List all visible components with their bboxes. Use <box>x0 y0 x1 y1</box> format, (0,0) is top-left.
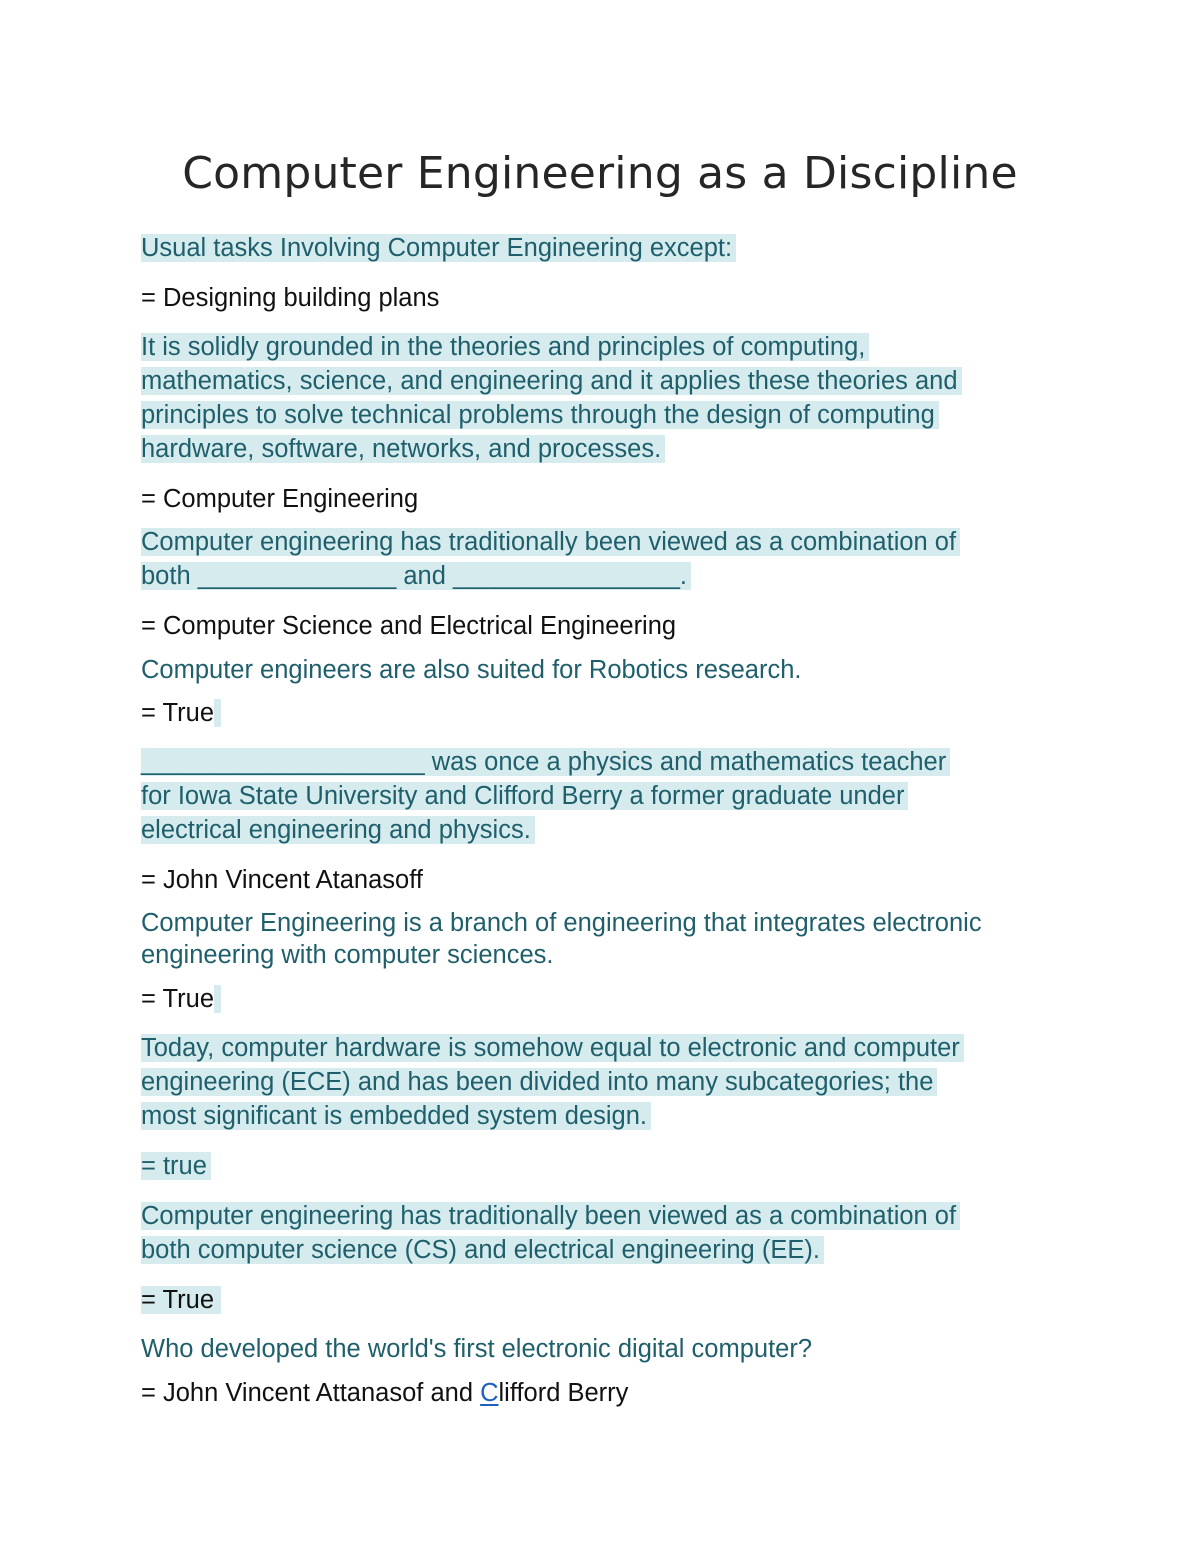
question-3-line-2: both ______________ and ________________. <box>141 562 691 590</box>
question-6-line-1: Computer Engineering is a branch of engineering that integrates electronic <box>141 909 982 937</box>
answer-4-text: = True <box>141 699 215 727</box>
answer-6 <box>141 982 221 1016</box>
answer-1 <box>141 281 439 315</box>
question-2-line-2: mathematics, science, and engineering and it applies these theories and <box>141 367 962 395</box>
question-5-line-3: electrical engineering and physics. <box>141 816 535 844</box>
question-9 <box>141 1332 812 1366</box>
question-4 <box>141 653 802 687</box>
question-6 <box>141 907 982 971</box>
question-1-line-1: Usual tasks Involving Computer Engineering except: <box>141 234 736 262</box>
question-8-line-2: both computer science (CS) and electrical engineering (EE). <box>141 1236 824 1264</box>
question-2-line-3: principles to solve technical problems through the design of computing <box>141 401 939 429</box>
answer-7 <box>141 1149 211 1183</box>
question-7 <box>141 1031 964 1133</box>
answer-1-text: = Designing building plans <box>141 284 440 312</box>
question-6-line-2: engineering with computer sciences. <box>141 941 554 969</box>
question-8 <box>141 1199 960 1267</box>
question-2-line-4: hardware, software, networks, and processes. <box>141 435 665 463</box>
question-2-line-1: It is solidly grounded in the theories and principles of computing, <box>141 333 869 361</box>
answer-4 <box>141 696 221 730</box>
answer-8-text: = True <box>141 1286 215 1314</box>
answer-5-text: = John Vincent Atanasoff <box>141 866 423 894</box>
answer-5 <box>141 863 423 897</box>
question-5-line-1: ____________________ was once a physics and mathematics teacher <box>141 748 950 776</box>
answer-9-prefix: = John Vincent Attanasof and <box>141 1379 481 1407</box>
question-8-line-1: Computer engineering has traditionally been viewed as a combination of <box>141 1202 960 1230</box>
answer-9-suffix: lifford Berry <box>498 1379 629 1407</box>
question-9-line-1: Who developed the world's first electronic digital computer? <box>141 1335 813 1363</box>
question-1 <box>141 231 736 265</box>
answer-2-text: = Computer Engineering <box>141 485 419 513</box>
answer-3 <box>141 609 676 643</box>
question-4-line-1: Computer engineers are also suited for Robotics research. <box>141 656 802 684</box>
question-5 <box>141 745 950 847</box>
page-title: Computer Engineering as a Discipline <box>182 148 1018 199</box>
answer-3-text: = Computer Science and Electrical Engineering <box>141 612 677 640</box>
answer-2 <box>141 482 418 516</box>
question-5-line-2: for Iowa State University and Clifford Berry a former graduate under <box>141 782 908 810</box>
question-3 <box>141 525 960 593</box>
question-7-line-1: Today, computer hardware is somehow equal to electronic and computer <box>141 1034 964 1062</box>
question-2 <box>141 330 962 466</box>
answer-8 <box>141 1283 221 1317</box>
answer-7-text: = true <box>141 1152 211 1180</box>
answer-9-link[interactable]: C <box>480 1379 499 1407</box>
question-3-line-1: Computer engineering has traditionally been viewed as a combination of <box>141 528 960 556</box>
question-7-line-3: most significant is embedded system design. <box>141 1102 651 1130</box>
answer-6-text: = True <box>141 985 215 1013</box>
question-7-line-2: engineering (ECE) and has been divided into many subcategories; the <box>141 1068 937 1096</box>
answer-9 <box>141 1376 628 1410</box>
